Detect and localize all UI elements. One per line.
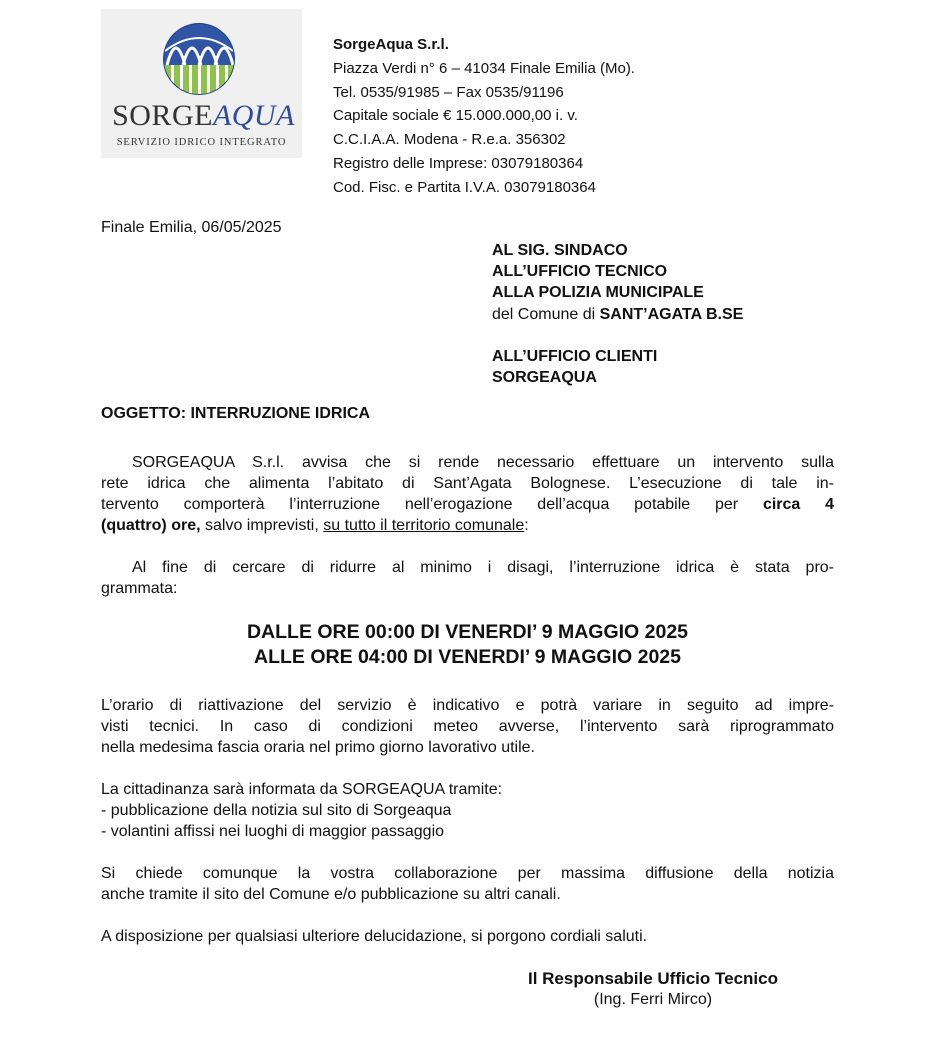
schedule-from: DALLE ORE 00:00 DI VENERDI’ 9 MAGGIO 2025 (246, 621, 689, 643)
information-paragraph: La cittadinanza sarà informata da SORGEAQUA tramite: - pubblicazione della notizia sul sito di Sorgeaqua - volantini affissi nei luoghi di maggior passaggio (101, 779, 834, 842)
list-item: - volantini affissi nei luoghi di maggior passaggio (101, 823, 445, 840)
company-register: Registro delle Imprese: 03079180364 (333, 154, 584, 172)
company-capital: Capitale sociale € 15.000.000,00 i. v. (333, 107, 578, 125)
company-address: Piazza Verdi n° 6 – 41034 Finale Emilia (Mo). (333, 59, 635, 77)
company-phone: Tel. 0535/91985 – Fax 0535/91196 (333, 83, 564, 101)
schedule-block (101, 620, 834, 670)
addressee-sorgeaqua: SORGEAQUA (492, 369, 597, 387)
signature-title: Il Responsabile Ufficio Tecnico (527, 969, 778, 988)
addressee-customer-office: ALL’UFFICIO CLIENTI (492, 347, 658, 365)
logo-wordmark: SORGEAQUA (112, 99, 295, 132)
signature-name: (Ing. Ferri Mirco) (593, 991, 713, 1008)
addressee-tech-office: ALL’UFFICIO TECNICO (492, 263, 668, 281)
notice-paragraph: SORGEAQUA S.r.l. avvisa che si rende necessario effettuare un intervento sulla rete idrica che alimenta l’abitato di Sant’Agata Bolognese. L’esecuzione di tale in- tervento comporterà l’interruzione nell’erogazione dell’acqua potabile per circa 4 (quattro) ore, salvo imprevisti, su tutto il territorio comunale: (101, 454, 835, 534)
list-item: - pubblicazione della notizia sul sito di Sorgeaqua (101, 802, 452, 819)
addressee-police: ALLA POLIZIA MUNICIPALE (492, 284, 704, 302)
signature-block (488, 968, 818, 1010)
water-arch-logo-icon (161, 21, 237, 97)
company-info (333, 33, 635, 200)
company-name: SorgeAqua S.r.l. (333, 36, 449, 53)
schedule-to: ALLE ORE 04:00 DI VENERDI’ 9 MAGGIO 2025 (254, 646, 681, 668)
addressee-mayor: AL SIG. SINDACO (492, 242, 628, 259)
subject-line: OGGETTO: INTERRUZIONE IDRICA (101, 405, 371, 422)
place-date: Finale Emilia, 06/05/2025 (101, 219, 282, 236)
company-logo (101, 9, 302, 158)
logo-subtitle: SERVIZIO IDRICO INTEGRATO (116, 137, 287, 148)
addressee-municipality: del Comune di SANT’AGATA B.SE (492, 305, 744, 323)
schedule-intro: Al fine di cercare di ridurre al minimo i disagi, l’interruzione idrica è stata pro- grammata: (101, 559, 834, 597)
company-vat: Cod. Fisc. e Partita I.V.A. 03079180364 (333, 178, 596, 196)
company-cciaa: C.C.I.A.A. Modena - R.e.a. 356302 (333, 131, 566, 149)
reactivation-paragraph: L’orario di riattivazione del servizio è indicativo e potrà variare in seguito ad impre- visti tecnici. In caso di condizioni meteo avverse, l’intervento sarà riprogrammato nella medesima fascia oraria nel primo giorno lavorativo utile. (101, 697, 834, 756)
closing-line: A disposizione per qualsiasi ulteriore delucidazione, si porgono cordiali saluti. (101, 928, 648, 945)
collaboration-paragraph: Si chiede comunque la vostra collaborazione per massima diffusione della notizia anche tramite il sito del Comune e/o pubblicazione su altri canali. (101, 865, 834, 903)
addressee-block (492, 240, 743, 388)
